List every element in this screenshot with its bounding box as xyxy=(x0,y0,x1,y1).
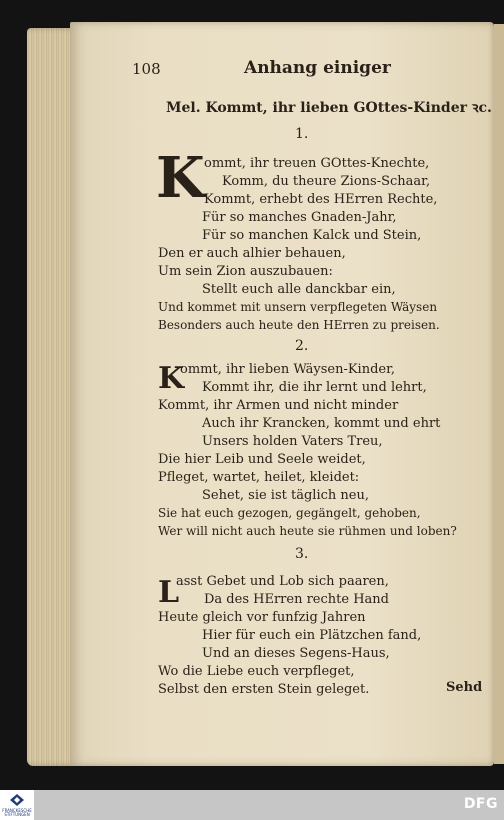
dfg-logo[interactable]: DFG xyxy=(463,796,498,812)
verse-line: Die hier Leib und Seele weidet, xyxy=(158,452,366,467)
verse-line: Kommt, erhebt des HErren Rechte, xyxy=(204,192,438,207)
viewer-footer xyxy=(0,790,504,820)
drop-cap: L xyxy=(158,575,180,610)
institution-logo[interactable] xyxy=(0,790,34,820)
drop-cap: K xyxy=(158,361,185,396)
facing-page-edge xyxy=(494,24,504,764)
verse-line: Wer will nicht auch heute sie rühmen und loben? xyxy=(158,524,457,538)
verse-line: Auch ihr Krancken, kommt und ehrt xyxy=(202,416,441,431)
verse-line: Für so manchen Kalck und Stein, xyxy=(202,228,422,243)
verse-line: Da des HErren rechte Hand xyxy=(204,592,389,607)
verse-line: Wo die Liebe euch verpfleget, xyxy=(158,664,355,679)
verse-line: Sie hat euch gezogen, gegängelt, gehoben, xyxy=(158,506,421,520)
melody-line: Mel. Kommt, ihr lieben GOttes-Kinder ꝛc. xyxy=(166,100,492,116)
verse-line: Und kommet mit unsern verpflegeten Wäysen xyxy=(158,300,438,314)
verse-line: Kommt, ihr Armen und nicht minder xyxy=(158,398,399,413)
stanza-number: 3. xyxy=(295,546,309,562)
verse-line: Besonders auch heute den HErren zu preisen. xyxy=(158,318,440,332)
stanza-number: 1. xyxy=(295,126,309,142)
verse-line: Den er auch alhier behauen, xyxy=(158,246,346,261)
verse-line: Unsers holden Vaters Treu, xyxy=(202,434,383,449)
institution-logo-caption: FRANCKESCHE STIFTUNGEN xyxy=(2,808,32,817)
verse-line: Komm, du theure Zions-Schaar, xyxy=(222,174,431,189)
stanza-number: 2. xyxy=(295,338,309,354)
verse-line: Sehet, sie ist täglich neu, xyxy=(202,488,369,503)
drop-cap: K xyxy=(156,145,205,211)
verse-line: Hier für euch ein Plätzchen fand, xyxy=(202,628,422,643)
verse-line: Für so manches Gnaden-Jahr, xyxy=(202,210,397,225)
verse-line: Um sein Zion auszubauen: xyxy=(158,264,333,279)
institution-emblem-icon xyxy=(10,794,24,806)
page-number: 108 xyxy=(132,60,161,78)
verse-line: Kommt ihr, die ihr lernt und lehrt, xyxy=(202,380,427,395)
verse-line: Selbst den ersten Stein geleget. xyxy=(158,682,370,697)
verse-line: Stellt euch alle danckbar ein, xyxy=(202,282,396,297)
verse-line: ommt, ihr treuen GOttes-Knechte, xyxy=(204,156,430,171)
verse-line: Heute gleich vor funfzig Jahren xyxy=(158,610,366,625)
verse-line: Pfleget, wartet, heilet, kleidet: xyxy=(158,470,360,485)
verse-line: Und an dieses Segens-Haus, xyxy=(202,646,390,661)
verse-line: ommt, ihr lieben Wäysen-Kinder, xyxy=(180,362,396,377)
verse-line: asst Gebet und Lob sich paaren, xyxy=(176,574,389,589)
catchword: Sehd xyxy=(446,680,483,695)
running-head: Anhang einiger xyxy=(244,58,391,78)
